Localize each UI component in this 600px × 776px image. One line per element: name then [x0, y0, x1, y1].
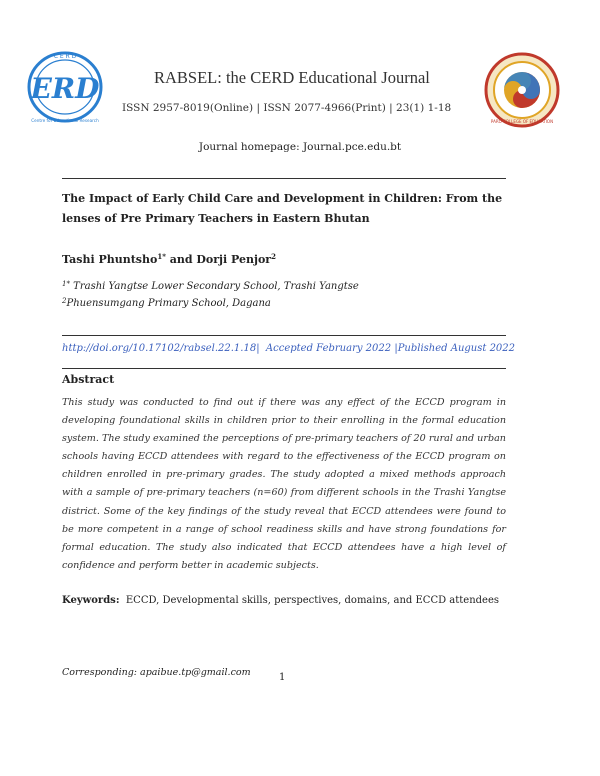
abstract-body: This study was conducted to find out if there was any effect of the ECCD program in developing foundational skills in children prior to their enrolling in the formal education system. The study examined the perceptions of pre-primary teachers of 20 rural and urban schools having ECCD attendees with regard to the effectiveness of the ECCD program on children enrolled in pre-primary grades. The study adopted a mixed methods approach with a sample of pre-primary teachers (n=60) from different schools in the Trashi Yangtse district. Some of the key findings of the study reveal that ECCD attendees were found to be more competent in a range of school readiness skills and have strong foundations for formal education. The study also indicated that ECCD attendees have a high level of confidence and perform better in academic subjects. — [62, 397, 506, 571]
logo-bottom-text: Centre for Educational Research — [31, 118, 99, 123]
affiliation-1 — [62, 281, 359, 292]
seal-bottom-text: PARO COLLEGE OF EDUCATION — [490, 119, 554, 124]
affiliation-text: Phuensumgang Primary School, Dagana — [66, 298, 271, 309]
journal-title: RABSEL: the CERD Educational Journal — [154, 68, 430, 87]
keywords-line — [62, 595, 499, 606]
published-date: Published August 2022 — [397, 343, 516, 354]
author-sup: 2 — [271, 252, 276, 261]
separator: | — [256, 343, 260, 354]
separator: | — [394, 343, 398, 354]
divider-doi-bottom — [62, 368, 506, 369]
affiliation-text: Trashi Yangtse Lower Secondary School, Trashi Yangtse — [73, 281, 359, 292]
divider-top — [62, 178, 506, 179]
accepted-date: Accepted February 2022 — [265, 343, 392, 354]
page-number: 1 — [279, 672, 286, 683]
author-joiner: and — [165, 253, 197, 266]
issn-line: ISSN 2957-8019(Online) | ISSN 2077-4966(Print) | 23(1) 1-18 — [122, 102, 452, 114]
article-title: The Impact of Early Child Care and Development in Children: From the lenses of Pre Primary Teachers in Eastern Bhutan — [62, 192, 503, 225]
author-name: Dorji Penjor — [196, 253, 272, 266]
corresponding-email[interactable]: Corresponding: apaibue.tp@gmail.com — [62, 667, 251, 678]
affiliation-sup: 2 — [62, 297, 67, 305]
affiliation-2 — [62, 298, 271, 309]
author-sup: 1* — [157, 252, 166, 261]
journal-homepage[interactable]: Journal homepage: Journal.pce.edu.bt — [198, 141, 402, 153]
doi-link[interactable]: http://doi.org/10.17102/rabsel.22.1.18 — [62, 343, 257, 354]
doi-line — [62, 343, 515, 354]
keywords-list: ECCD, Developmental skills, perspectives, domains, and ECCD attendees — [125, 595, 500, 606]
abstract-heading: Abstract — [62, 373, 115, 386]
keywords-label: Keywords: — [62, 595, 120, 606]
cerd-logo-icon — [24, 48, 106, 126]
logo-letters: ERD — [30, 72, 100, 105]
paro-college-seal-icon — [484, 52, 560, 128]
affiliation-sup: 1* — [62, 280, 70, 288]
author-line — [62, 253, 276, 266]
author-name: Tashi Phuntsho — [62, 253, 158, 266]
divider-doi-top — [62, 335, 506, 336]
logo-top-text: C E R D — [53, 53, 77, 60]
